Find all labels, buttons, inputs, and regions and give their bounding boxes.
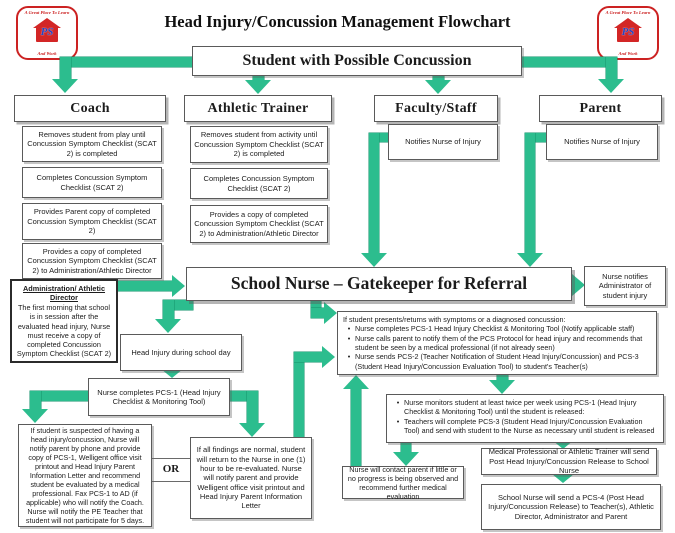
connector-pcs1-to-findings [247, 391, 258, 425]
node-coach-header: Coach [14, 95, 166, 122]
or-divider-line-bottom [152, 481, 190, 482]
page-title: Head Injury/Concussion Management Flowchart [164, 12, 511, 31]
connector-nurse-to-head-injury-day [163, 300, 174, 321]
node-contact-parent: Nurse will contact parent if little or no progress is being observed and recommend further medical evaluation [342, 466, 464, 499]
connector-pcs1-to-suspected [30, 391, 41, 411]
arrow-admin-to-nurse [172, 275, 185, 297]
connector-topbox-to-coach [60, 57, 71, 80]
node-athletic-trainer-step-2: Completes Concussion Symptom Checklist (SCAT 2) [190, 168, 328, 199]
node-findings-normal: If all findings are normal, student will return to the Nurse in one (1) hour to be re-evaluated. Nurse will notify parent and provide Welligent office visit printout and Head Injury Parent Information Letter [190, 437, 312, 519]
node-presents-returns [337, 311, 657, 375]
or-divider-line-top [152, 458, 190, 459]
node-faculty-notifies-nurse: Notifies Nurse of Injury [388, 124, 498, 160]
presents-intro: If student presents/returns with symptoms or a diagnosed concussion: [343, 315, 566, 324]
bullet-icon: • [347, 324, 351, 334]
node-nurse-notifies-administrator: Nurse notifies Administrator of student injury [584, 266, 666, 306]
node-parent-notifies-nurse: Notifies Nurse of Injury [546, 124, 658, 160]
node-athletic-trainer-step-1: Removes student from activity until Concussion Symptom Checklist (SCAT 2) is completed [190, 126, 328, 163]
node-medical-release: Medical Professional or Athletic Trainer will send Post Head Injury/Concussion Release to School Nurse [481, 448, 657, 475]
logo-arc-text: A Great Place To Learn [605, 10, 651, 15]
logo-monogram: PS [40, 26, 54, 38]
node-pcs4-release: School Nurse will send a PCS-4 (Post Head Injury/Concussion Release) to Teacher(s), Athletic Director, Administrator and Parent [481, 484, 661, 530]
connector-topbox-to-parent [521, 57, 617, 67]
node-coach-step-4: Provides a copy of completed Concussion Symptom Checklist (SCAT 2) to Administration/Athletic Director [22, 243, 162, 279]
arrow-nurse-to-head-injury-day [155, 319, 181, 333]
node-nurse-monitors [386, 394, 664, 443]
connector-nurse-to-presents [311, 308, 325, 318]
admin-director-title: Administration/ Athletic Director [22, 284, 106, 303]
arrow-pcs1-to-findings [239, 423, 265, 437]
arrow-contact-to-presents [343, 375, 369, 389]
connector-topbox-to-parent [606, 57, 617, 80]
arrow-to-parent [598, 79, 624, 93]
arrow-parent-to-nurse [517, 253, 543, 267]
bullet-icon: • [396, 398, 400, 407]
connector-admin-to-nurse [118, 281, 173, 291]
logo-bottom-text: And Work [37, 51, 57, 56]
bullet-icon: • [347, 333, 351, 343]
presents-bullet-1: • Nurse completes PCS-1 Head Injury Checklist & Monitoring Tool (Notify applicable staff) [343, 324, 651, 333]
node-coach-step-3: Provides Parent copy of completed Concussion Symptom Checklist (SCAT 2) [22, 203, 162, 240]
presents-bullet-3: • Nurse sends PCS-2 (Teacher Notification of Student Head Injury/Concussion) and PCS-3 (Student Head Injury/Concussion Evaluation Tool) to student's Teacher(s) [343, 352, 651, 371]
arrow-to-coach [52, 79, 78, 93]
node-athletic-trainer-step-3: Provides a copy of completed Concussion Symptom Checklist (SCAT 2) to Administration/Athletic Director [190, 205, 328, 243]
connector-faculty-to-nurse [369, 133, 379, 254]
admin-director-body: The first morning that school is in session after the evaluated head injury, Nurse must receive a copy of completed Concussion Symptom Checklist (SCAT 2) [16, 303, 112, 358]
node-parent-header: Parent [539, 95, 662, 122]
monitors-bullet-2: • Teachers will complete PCS-3 (Student Head Injury/Concussion Evaluation Tool) and send with student to the Nurse as necessary until student is released [392, 417, 658, 436]
monitors-bullet-1: • Nurse monitors student at least twice per week using PCS-1 (Head Injury Checklist & Monitoring Tool) until the student is released: [392, 398, 658, 417]
bullet-icon: • [347, 352, 351, 362]
node-head-injury-during-school-day: Head Injury during school day [120, 334, 242, 371]
logo-monogram: PS [621, 26, 635, 38]
arrow-pcs1-to-suspected [22, 409, 48, 423]
node-administration-athletic-director [10, 279, 118, 363]
node-faculty-staff-header: Faculty/Staff [374, 95, 498, 122]
connector-parent-to-nurse [525, 133, 535, 254]
arrow-nurse-to-presents [324, 302, 337, 324]
arrow-findings-to-presents [322, 346, 335, 368]
arrow-presents-to-monitors [489, 380, 515, 394]
arrow-to-athletic-trainer [245, 80, 271, 94]
node-coach-step-1: Removes student from play until Concussion Symptom Checklist (SCAT 2) is completed [22, 126, 162, 162]
node-student-possible-concussion: Student with Possible Concussion [192, 46, 522, 76]
node-school-nurse-gatekeeper: School Nurse – Gatekeeper for Referral [186, 267, 572, 301]
connector-contact-to-presents [351, 388, 361, 467]
bullet-icon: • [396, 416, 400, 426]
arrow-faculty-to-nurse [361, 253, 387, 267]
node-coach-step-2: Completes Concussion Symptom Checklist (SCAT 2) [22, 167, 162, 198]
node-suspected-head-injury: If student is suspected of having a head injury/concussion, Nurse will notify parent by phone and provide copy of PCS-1, Welligent office visit printout and Head Injury Parent Information Letter and recommend student be evaluated by a medical professional. Fax PCS-1 to AD (if applicable) who will notify the Coach. Nurse will notify the PE Teacher that student will not participate for 5 days. [18, 424, 152, 527]
logo-bottom-text: And Work [618, 51, 638, 56]
arrow-to-faculty-staff [425, 80, 451, 94]
connector-findings-to-presents [294, 352, 324, 362]
or-label: OR [162, 463, 180, 475]
connector-topbox-to-coach [60, 57, 194, 67]
node-nurse-completes-pcs1: Nurse completes PCS-1 (Head Injury Checklist & Monitoring Tool) [88, 378, 230, 416]
node-athletic-trainer-header: Athletic Trainer [184, 95, 332, 122]
connector-findings-to-presents [294, 352, 304, 437]
logo-arc-text: A Great Place To Learn [24, 10, 70, 15]
presents-bullet-2: • Nurse calls parent to notify them of the PCS Protocol for head injury and recommends that student be seen by a medical professional (if not already seen) [343, 334, 651, 353]
